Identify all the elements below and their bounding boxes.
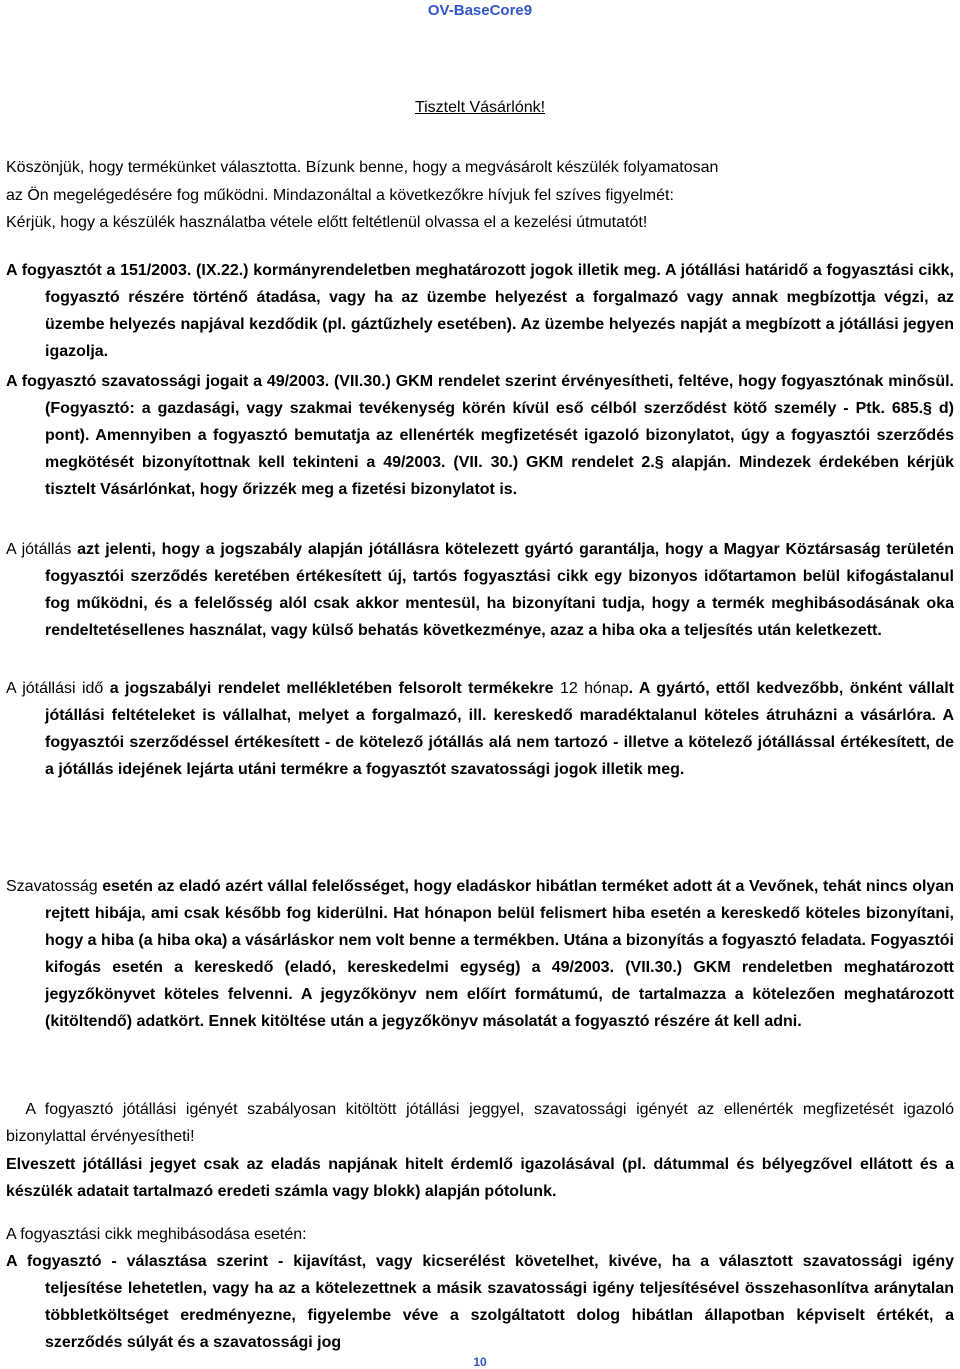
paragraph-repair-replacement: A fogyasztó - választása szerint - kijavítást, vagy kicserélést követelhet, kivéve, ha a választott szavatossági igény teljesítése lehetetlen, vagy ha az a kötelezettnek a másik szavatossági igény teljesítésével összehasonlítva aránytalan többletköltséget eredményezne, figyelembe véve a szolgáltatott dolog hibátlan állapotban képviselt értékét, a szerződés súlyát és a szavatossági jog [6,1253,954,1351]
liability-lead: Szavatosság [6,878,98,895]
paragraph-consumer-rights: A fogyasztót a 151/2003. (IX.22.) kormányrendeletben meghatározott jogok illetik meg. A jótállási határidő a fogyasztási cikk, fogyasztó részére történő átadása, vagy ha az üzembe helyezést a forgalmazó vagy annak megbízottja végzi, az üzembe helyezés napjával kezdődik (pl. gáztűzhely esetében). Az üzembe helyezés napját a megbízott a jótállási jegyen igazolja. [6,262,954,360]
guarantee-body: azt jelenti, hogy a jogszabály alapján jótállásra kötelezett gyártó garantálja, hogy a Magyar Köztársaság területén fogyasztói szerződés keretében értékesített új, tartós fogyasztási cikk egy bizonyos időtartamon belül kifogástalanul fog működni, és a felelősség alól csak akkor mentesül, ha bizonyítani tudja, hogy a termék meghibásodásának oka rendeltetésellenes használat, vagy külső behatás következménye, azaz a hiba oka a teljesítés után keletkezett. [45,541,955,639]
paragraph-defect-heading: A fogyasztási cikk meghibásodása esetén: [6,1226,307,1243]
paragraph-warranty-rights: A fogyasztó szavatossági jogait a 49/2003. (VII.30.) GKM rendelet szerint érvényesítheti, feltéve, hogy fogyasztónak minősül. (Fogyasztó: a gazdasági, vagy szakmai tevékenység körén kívül eső célból szerződést kötő személy - Ptk. 685.§ d) pont). Amennyiben a fogyasztó bemutatja az ellenérték megfizetését igazoló bizonylatot, úgy a fogyasztói szerződés megkötését bizonyítottnak kell tekinteni a 49/2003. (VII. 30.) GKM rendelet 2.§ alapján. Mindezek érdekében kérjük tisztelt Vásárlónkat, hogy őrizzék meg a fizetési bizonylatot is. [6,373,954,498]
intro-line-1: Köszönjük, hogy termékünket választotta. Bízunk benne, hogy a megvásárolt készülék folyamatosan [6,159,719,176]
intro-paragraph [6,154,954,237]
page-number: 10 [473,1355,487,1369]
paragraph-guarantee-period [6,675,954,783]
guarantee-period-value: 12 hónap [559,680,629,697]
paragraph-guarantee-definition [6,536,954,644]
guarantee-lead: A jótállás [6,541,72,558]
paragraph-liability [6,873,954,1035]
guarantee-period-mid: a jogszabályi rendelet mellékletében felsorolt termékekre [103,680,560,697]
intro-line-2: az Ön megelégedésére fog működni. Mindazonáltal a következőkre hívjuk fel szíves figyelmét: [6,186,674,204]
document-header-title: OV-BaseCore9 [427,2,533,19]
paragraph-lost-ticket: Elveszett jótállási jegyet csak az eladás napjának hitelt érdemlő igazolásával (pl. dátummal és bélyegzővel ellátott és a készülék adatait tartalmazó eredeti számla vagy blokk) alapján pótolunk. [6,1156,954,1200]
paragraph-claim-enforcement: A fogyasztó jótállási igényét szabályosan kitöltött jótállási jeggyel, szavatossági igényét az ellenérték megfizetését igazoló bizonylattal érvényesítheti! [6,1101,959,1145]
greeting-heading: Tisztelt Vásárlónk! [414,99,546,116]
intro-line-3: Kérjük, hogy a készülék használatba vétele előtt feltétlenül olvassa el a kezelési útmutatót! [6,214,648,231]
guarantee-period-body: . A gyártó, ettől kedvezőbb, önként vállalt jótállási feltételeket is vállalhat, melyet a forgalmazó, ill. kereskedő maradéktalanul köteles átruházni a vásárlóra. A fogyasztói szerződéssel értékesített - de kötelező jótállás alá nem tartozó - illetve a kötelező jótállással értékesített, de a jótállás idejének lejárta utáni termékre a fogyasztót szavatossági jogok illetik meg. [45,680,954,778]
liability-body: esetén az eladó azért vállal felelősséget, hogy eladáskor hibátlan terméket adott át a Vevőnek, tehát nincs olyan rejtett hibája, ami csak később fog kiderülni. Hat hónapon belül felismert hiba esetén a kereskedő köteles bizonyítani, hogy a hiba (a hiba oka) a vásárláskor nem volt benne a termékben. Utána a bizonyítás a fogyasztó feladata. Fogyasztói kifogás esetén a kereskedő (eladó, kereskedelmi egység) a 49/2003. (VII.30.) GKM rendeletben meghatározott jegyzőkönyvet köteles felvenni. A jegyzőkönyv nem előírt formátumú, de tartalmazza a kötelezően meghatározott (kitöltendő) adatkört. Ennek kitöltése után a jegyzőkönyv másolatát a fogyasztó részére át kell adni. [45,878,954,1030]
guarantee-period-lead: A jótállási idő [6,680,104,697]
